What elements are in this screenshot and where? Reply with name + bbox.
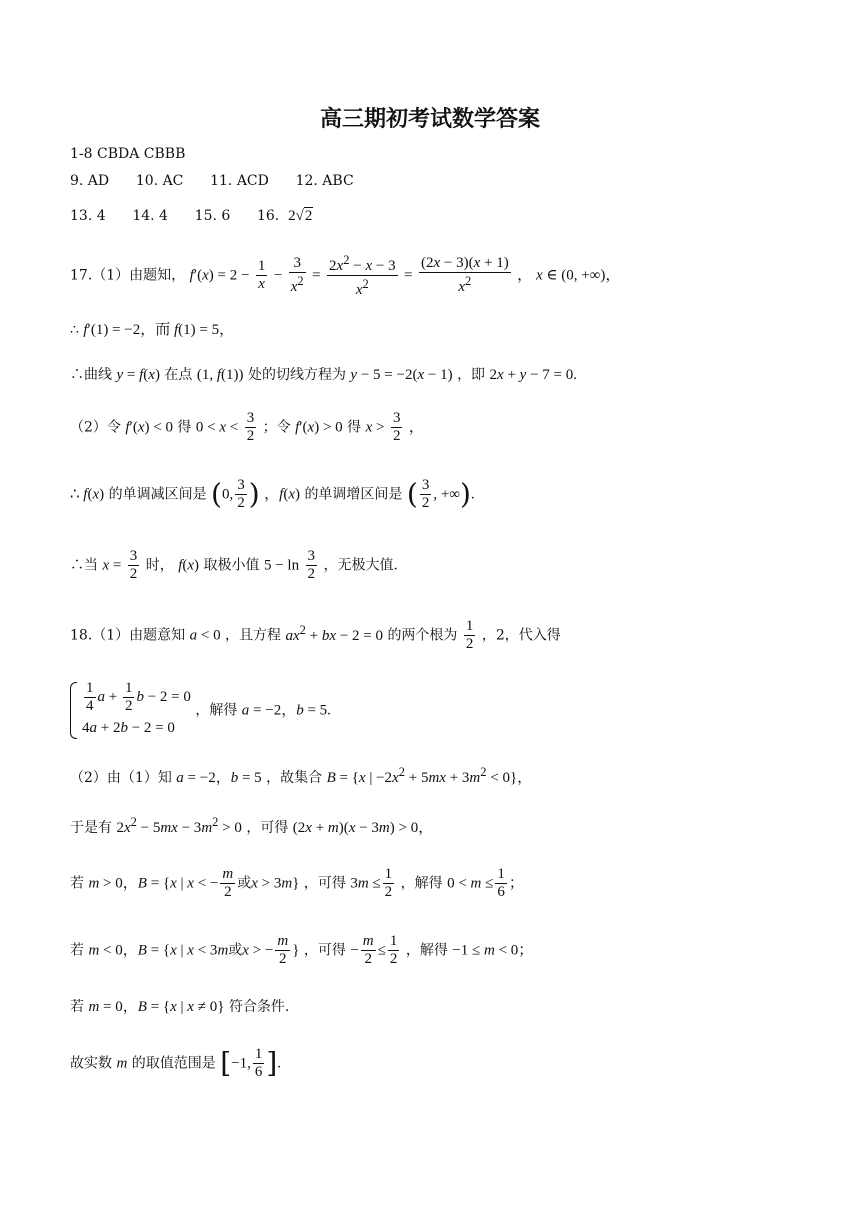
answers-row-2	[70, 173, 354, 189]
answer-9: 9. AD	[70, 173, 110, 189]
q18-case-negative: 若 m < 0，B = {x | x < 3m或x > − $\frac{m}{2}$ } ，可得 − $\frac{m}{2}$ ≤ $\frac{1}{2}$ ，解得 −1 ≤ m < 0；	[70, 933, 534, 967]
q18-conclusion: 故实数 m 的取值范围是 [−1, $\frac{1}{6}$ ].	[70, 1046, 282, 1080]
q17-part2-sign: （2）令 f′(x) < 0 得 0 < x < $\frac{3}{2}$ ；令 f′(x) > 0 得 x > $\frac{3}{2}$ ，	[70, 410, 424, 444]
q17-extremum: ∴当 x = $\frac{3}{2}$ 时， f(x) 取极小值 5 − ln $\frac{3}{2}$ ，无极大值.	[70, 548, 398, 582]
q18-case-zero: 若 m = 0，B = {x | x ≠ 0} 符合条件.	[70, 999, 290, 1015]
q18-part1: 18.（1）由题意知 a < 0 ，且方程 $ax^2$ + bx − 2 = 0 的两个根为 $\frac{1}{2}$ ，2，代入得	[70, 618, 561, 652]
q17-monotonic-intervals: ∴ f(x) 的单调减区间是 (0, $\frac{3}{2}$ ) ，f(x) 的单调增区间是 ( $\frac{3}{2}$ , +∞).	[70, 477, 475, 511]
q18-factor: 于是有 $2x^2 - 5mx - 3m^2 > 0$ ，可得 (2x + m)(x − 3m) > 0，	[70, 815, 434, 836]
q17-values: ∴ f′(1) = −2，而 f(1) = 5，	[70, 322, 235, 338]
answers-row-3	[70, 208, 313, 225]
q18-case-positive: 若 m > 0，B = {x | x < − $\frac{m}{2}$ 或x > 3m} ，可得 3m ≤ $\frac{1}{2}$ ，解得 0 < m ≤ $\frac{1}{6}$ ；	[70, 866, 524, 900]
answer-15: 15. 6	[194, 208, 231, 224]
answer-16-value: 2√2	[288, 208, 313, 224]
page-title: 高三期初考试数学答案	[319, 107, 540, 132]
q18-system: $\frac{1}{4}$ a + $\frac{1}{2}$ b − 2 = 0 4a + 2b − 2 = 0 ，解得 a = −2，b = 5.	[70, 680, 331, 741]
answer-13: 13. 4	[70, 208, 106, 224]
answer-12: 12. ABC	[295, 173, 354, 189]
q17-derivative: 17.（1）由题知， f′(x) = 2 − $\frac{1}{x}$ − $\frac{3}{x^2}$ = $\frac{2x^2 - x - 3}{x^2}$ = $\frac{(2x - 3)(x + 1)}{x^2}$ ， x ∈ (0, +∞)，	[70, 253, 621, 298]
answer-11: 11. ACD	[210, 173, 269, 189]
answer-16: 16.	[256, 208, 280, 224]
q18-part2-set: （2）由（1）知 a = −2，b = 5 ，故集合 B = {x | $-2x^2 + 5mx + 3m^2 < 0$}，	[70, 765, 533, 786]
q17-tangent-line: ∴曲线 y = f(x) 在点 (1, f(1)) 处的切线方程为 y − 5 = −2(x − 1) ，即 2x + y − 7 = 0.	[70, 367, 577, 383]
answer-10: 10. AC	[135, 173, 184, 189]
equation-system: $\frac{1}{4}$ a + $\frac{1}{2}$ b − 2 = 0 4a + 2b − 2 = 0	[70, 680, 191, 741]
answers-row-1: 1-8 CBDA CBBB	[70, 146, 186, 162]
answer-14: 14. 4	[132, 208, 168, 224]
